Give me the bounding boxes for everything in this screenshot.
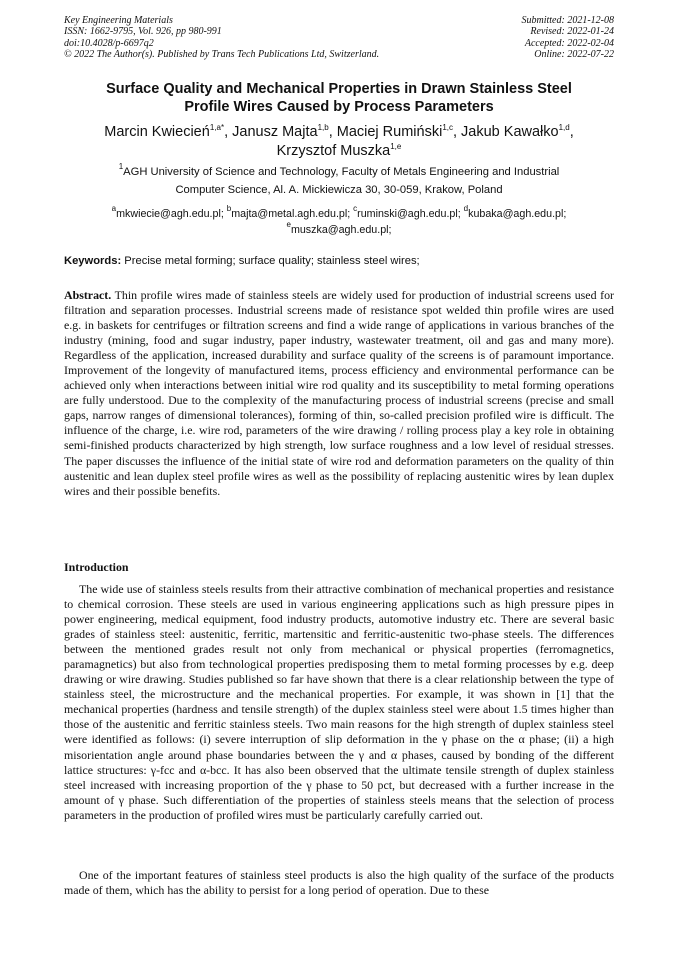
author-sup: 1,e xyxy=(390,142,402,151)
affiliation xyxy=(64,164,614,199)
email-sup: c xyxy=(353,204,358,213)
author-sup: 1,a* xyxy=(209,123,225,132)
email-sup: e xyxy=(286,220,291,229)
abstract xyxy=(64,288,614,499)
email-sup: d xyxy=(463,204,469,213)
paper-title xyxy=(64,80,614,116)
online-date: Online: 2022-07-22 xyxy=(534,48,614,60)
author-sup: 1,b xyxy=(317,123,329,132)
keywords-text: Precise metal forming; surface quality; stainless steel wires; xyxy=(121,255,420,267)
author-name: Janusz Majta xyxy=(232,124,318,140)
email-address: muszka@agh.edu.pl; xyxy=(290,224,392,236)
email-sup: b xyxy=(226,204,232,213)
author-sep: , xyxy=(224,124,233,140)
copyright-line: © 2022 The Author(s). Published by Trans Tech Publications Ltd, Switzerland. xyxy=(64,48,380,60)
submitted-date: Submitted: 2021-12-08 xyxy=(521,15,614,26)
email-list xyxy=(64,206,614,238)
email-address: majta@metal.agh.edu.pl; xyxy=(231,208,354,220)
keywords-label: Keywords: xyxy=(64,255,122,267)
author-name: Krzysztof Muszka xyxy=(276,143,391,159)
author-name: Marcin Kwiecień xyxy=(104,124,210,140)
affiliation-line-2: Computer Science, Al. A. Mickiewicza 30, 30-059, Krakow, Poland xyxy=(175,183,503,196)
author-list xyxy=(64,123,614,161)
author-sep: , xyxy=(452,124,462,140)
affiliation-line-1: AGH University of Science and Technology, Faculty of Metals Engineering and Industrial xyxy=(123,166,560,178)
title-line-2: Profile Wires Caused by Process Parameters xyxy=(184,99,494,115)
doi-line: doi:10.4028/p-6697q2 xyxy=(64,37,154,49)
author-sep: , xyxy=(328,124,337,140)
issn-line: ISSN: 1662-9795, Vol. 926, pp 980-991 xyxy=(64,26,222,38)
author-name: Jakub Kawałko xyxy=(461,124,559,140)
author-sup: 1,c xyxy=(442,123,453,132)
body-paragraph: The wide use of stainless steels results from their attractive combination of mechanical properties and resistance to chemical corrosion. These steels are used in various engineering applications such as high pressure pipes in power engineering, medical equipment, food industry products, automotive industry etc. There are several basic grades of stainless steel: austenitic, ferritic, martensitic and ferritic-austenitic two-phase steels. The differences between the mentioned grades result not only from mechanical or physical properties (ferromagnetics, paramagnetics) but also from technological properties predisposing them to metal forming processes by e.g. deep drawing or wire drawing. Studies published so far have shown that there is a clear relationship between the type of stainless steel, the microstructure and the mechanical properties. For example, it was shown in [1] that the mechanical properties (hardness and tensile strength) of the duplex stainless steel were about 1.5 times higher than those of the austenitic and ferritic stainless steels. Two main reasons for the high strength of duplex stainless steel were identified as follows: (i) severe interruption of slip deformation in the γ phase on the α phase; (ii) a high misorientation angle around phase boundaries between the γ and α phases, caused by bonding of the different lattice structures: γ-fcc and α-bcc. It has also been observed that the ultimate tensile strength of duplex stainless steel increased with increasing proportion of the γ phase to 50 pct, but decreased with a further increase in the amount of γ phase. Such differentiation of the properties of stainless steels means that the selection of process parameters in the production of profiled wires must be particularly carefully carried out. xyxy=(64,582,614,822)
accepted-date: Accepted: 2022-02-04 xyxy=(524,37,614,49)
title-line-1: Surface Quality and Mechanical Properties in Drawn Stainless Steel xyxy=(106,81,572,97)
author-name: Maciej Rumiński xyxy=(336,124,443,140)
email-sup: a xyxy=(111,204,117,213)
abstract-label: Abstract. xyxy=(64,288,112,302)
journal-info xyxy=(64,15,379,60)
body-paragraph: One of the important features of stainless steel products is also the high quality of the surface of the products made of them, which has the ability to persist for a long period of operation. Due to these xyxy=(64,868,614,898)
revised-date: Revised: 2022-01-24 xyxy=(530,26,614,38)
author-sep: , xyxy=(569,124,574,140)
author-sup: 1,d xyxy=(558,123,570,132)
email-address: ruminski@agh.edu.pl; xyxy=(357,208,464,220)
affiliation-sup: 1 xyxy=(118,162,124,171)
email-address: kubaka@agh.edu.pl; xyxy=(468,208,567,220)
keywords xyxy=(64,254,614,268)
email-address: mkwiecie@agh.edu.pl; xyxy=(116,208,227,220)
abstract-text: Thin profile wires made of stainless steels are widely used for production of industrial screens used for filtration and separation processes. Industrial screens made of resistance spot welded thin profile wires are used e.g. in baskets for centrifuges or filtration screens and find a wide range of applications in various branches of the industry (mining, food and sugar industry, paper industry, wastewater treatment, oil and gas and many more). Regardless of the application, increased durability and surface quality of the screens is of paramount importance. Improvement of the longevity of manufactured items, process efficiency and environmental performance can be achieved only when interactions between initial wire rod quality and its susceptibility to metal forming operations are fully understood. Due to the complexity of the manufacturing process of industrial screens (precise and small gaps, narrow ranges of dimensional tolerances), forming of thin, so-called precision profiled wire is difficult. The influence of the charge, i.e. wire rod, parameters of the wire drawing / rolling process play a key role in obtaining semi-finished products characterized by high strength, low surface roughness and a low level of residual stresses. The paper discusses the influence of the initial state of wire rod and deformation parameters on the quality of thin austenitic and lean duplex steel profile wires as well as the possibility of replacing austenitic wires by lean duplex wires and their possible benefits. xyxy=(64,288,614,498)
section-heading-introduction: Introduction xyxy=(64,560,129,574)
publication-dates xyxy=(522,15,615,60)
journal-name: Key Engineering Materials xyxy=(64,15,173,26)
